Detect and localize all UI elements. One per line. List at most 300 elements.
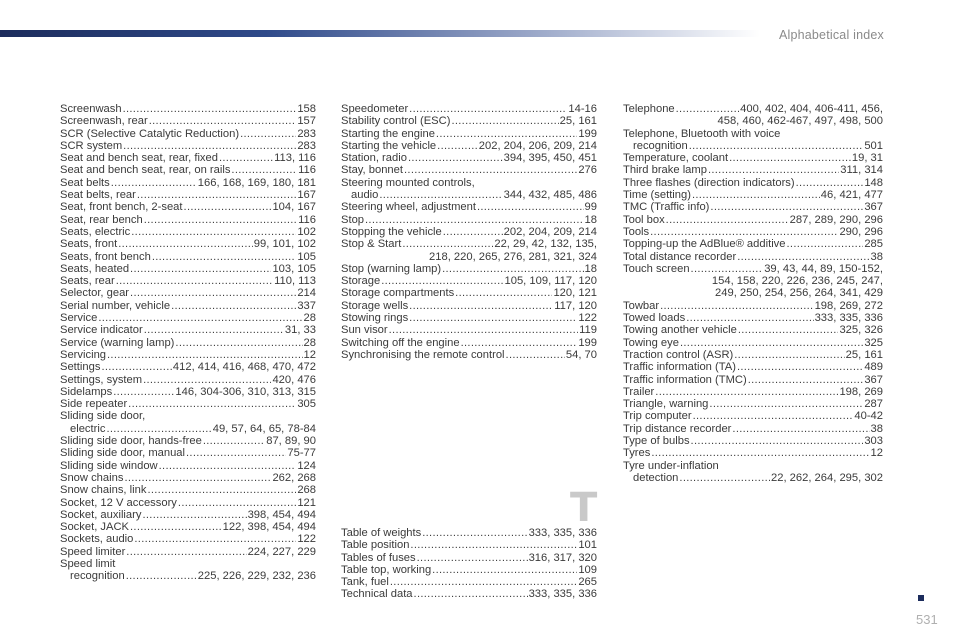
dot-leader bbox=[692, 189, 820, 201]
index-term: Sliding side door, manual bbox=[60, 447, 186, 460]
index-entry bbox=[623, 103, 883, 115]
index-entry bbox=[341, 115, 597, 127]
index-entry bbox=[60, 374, 316, 386]
index-term: Settings bbox=[60, 361, 101, 374]
page-refs: 119 bbox=[579, 324, 597, 337]
page-refs: 38 bbox=[870, 422, 883, 435]
page-refs: 398, 454, 494 bbox=[247, 508, 316, 521]
dot-leader bbox=[708, 164, 839, 176]
index-entry bbox=[60, 214, 316, 226]
index-term: Traction control (ASR) bbox=[623, 348, 734, 361]
dot-leader bbox=[437, 140, 478, 152]
index-entry bbox=[60, 275, 316, 287]
index-term: Tool box bbox=[623, 213, 665, 226]
index-term: Touch screen bbox=[623, 262, 690, 275]
index-term: Triangle, warning bbox=[623, 398, 709, 411]
index-entry bbox=[60, 312, 316, 324]
dot-leader bbox=[144, 324, 284, 336]
index-term: Stop (warning lamp) bbox=[341, 262, 442, 275]
index-entry bbox=[623, 300, 883, 312]
index-entry bbox=[60, 251, 316, 263]
dot-leader bbox=[477, 201, 584, 213]
dot-leader bbox=[409, 312, 577, 324]
dot-leader bbox=[389, 324, 579, 336]
index-term: Storage wells bbox=[341, 299, 409, 312]
dot-leader bbox=[126, 570, 197, 582]
page-refs: 12 bbox=[303, 348, 316, 361]
page-number: 531 bbox=[916, 612, 938, 627]
page-refs: 367 bbox=[864, 201, 883, 214]
dot-leader bbox=[149, 115, 297, 127]
dot-leader bbox=[143, 374, 271, 386]
index-term: Screenwash bbox=[60, 103, 122, 115]
dot-leader bbox=[147, 484, 296, 496]
dot-leader bbox=[404, 164, 577, 176]
page-refs: 22, 262, 264, 295, 302 bbox=[771, 471, 883, 484]
page-refs: 117, 120 bbox=[554, 299, 597, 312]
index-term: Table position bbox=[341, 539, 410, 552]
dot-leader bbox=[381, 275, 503, 287]
index-term: Table of weights bbox=[341, 527, 422, 539]
dot-leader bbox=[118, 238, 253, 250]
dot-leader bbox=[134, 533, 296, 545]
index-entry bbox=[60, 435, 316, 447]
page-refs: 87, 89, 90 bbox=[266, 435, 316, 448]
index-entry bbox=[60, 324, 316, 336]
dot-leader bbox=[738, 324, 839, 336]
dot-leader bbox=[737, 251, 869, 263]
dot-leader bbox=[203, 435, 265, 447]
index-term: Towing another vehicle bbox=[623, 324, 737, 337]
index-entry bbox=[341, 164, 597, 176]
dot-leader bbox=[660, 300, 813, 312]
index-term: Type of bulbs bbox=[623, 435, 690, 448]
index-entry bbox=[623, 324, 883, 336]
page-refs: 113, 116 bbox=[274, 152, 316, 165]
page-refs: 28 bbox=[303, 336, 316, 349]
index-term: Towed loads bbox=[623, 312, 686, 325]
index-entry bbox=[623, 472, 883, 484]
dot-leader bbox=[142, 509, 246, 521]
dot-leader bbox=[676, 103, 739, 115]
dot-leader bbox=[365, 214, 584, 226]
index-entry bbox=[623, 226, 883, 238]
index-entry bbox=[60, 497, 316, 509]
dot-leader bbox=[184, 201, 272, 213]
page-refs: 146, 304-306, 310, 313, 315 bbox=[175, 385, 316, 398]
page-refs: 225, 226, 229, 232, 236 bbox=[197, 570, 316, 583]
page-refs: 287, 289, 290, 296 bbox=[789, 213, 883, 226]
index-entry bbox=[60, 398, 316, 410]
index-term: Sliding side window bbox=[60, 459, 158, 472]
page-refs: 202, 204, 209, 214 bbox=[503, 225, 597, 238]
index-term: Stop & Start bbox=[341, 238, 402, 251]
index-term: TMC (Traffic info) bbox=[623, 201, 710, 214]
index-entry bbox=[341, 152, 597, 164]
index-entry bbox=[60, 152, 316, 164]
dot-leader bbox=[679, 472, 770, 484]
page-refs: 122 bbox=[297, 533, 316, 546]
dot-leader bbox=[693, 410, 854, 422]
dot-leader bbox=[410, 539, 577, 551]
page-refs: 283 bbox=[297, 139, 316, 152]
dot-leader bbox=[130, 521, 222, 533]
dot-leader bbox=[442, 263, 583, 275]
index-entry bbox=[60, 546, 316, 558]
dot-leader bbox=[686, 312, 813, 324]
dot-leader bbox=[651, 447, 869, 459]
page-refs: 54, 70 bbox=[565, 348, 597, 361]
index-entry-continuation: 458, 460, 462-467, 497, 498, 500 bbox=[717, 115, 883, 128]
index-entry-heading: Tyre under-inflation bbox=[623, 459, 719, 472]
dot-leader bbox=[689, 140, 864, 152]
header-gradient-bar bbox=[0, 30, 760, 37]
page-refs: 420, 476 bbox=[272, 373, 316, 386]
dot-leader bbox=[379, 189, 502, 201]
index-entry bbox=[623, 263, 883, 275]
dot-leader bbox=[402, 238, 493, 250]
index-entry bbox=[623, 201, 883, 213]
index-entry bbox=[60, 177, 316, 189]
index-term: Settings, system bbox=[60, 373, 143, 386]
dot-leader bbox=[443, 226, 503, 238]
index-entry-continuation: 154, 158, 220, 226, 236, 245, 247, bbox=[711, 275, 883, 288]
index-entry bbox=[341, 588, 597, 600]
page-refs: 46, 421, 477 bbox=[820, 189, 883, 202]
index-term: Tank, fuel bbox=[341, 576, 389, 589]
index-term: Tables of fuses bbox=[341, 551, 416, 564]
index-term: Seat, front bench, 2-seat bbox=[60, 201, 183, 214]
index-term: Seats, front bbox=[60, 238, 118, 251]
page-refs: 105 bbox=[297, 250, 316, 263]
index-entry bbox=[341, 189, 597, 201]
dot-leader bbox=[116, 275, 273, 287]
index-entry bbox=[60, 447, 316, 459]
index-entry bbox=[623, 398, 883, 410]
index-entry bbox=[623, 361, 883, 373]
index-term: Seats, electric bbox=[60, 225, 131, 238]
page-refs: 489 bbox=[864, 361, 883, 374]
dot-leader bbox=[186, 447, 286, 459]
index-term: Time (setting) bbox=[623, 189, 691, 202]
index-term: Steering wheel, adjustment bbox=[341, 201, 476, 214]
page-refs: 202, 204, 206, 209, 214 bbox=[478, 139, 597, 152]
page-refs: 290, 296 bbox=[839, 225, 883, 238]
index-term: Traffic information (TMC) bbox=[623, 373, 747, 386]
index-entry bbox=[341, 312, 597, 324]
page-refs: 333, 335, 336 bbox=[528, 588, 597, 601]
page-refs: 262, 268 bbox=[272, 471, 316, 484]
page-refs: 28 bbox=[303, 312, 316, 325]
index-entry bbox=[341, 140, 597, 152]
index-term: Seats, front bench bbox=[60, 250, 151, 263]
index-entry bbox=[60, 140, 316, 152]
page-refs: 40-42 bbox=[854, 410, 883, 423]
dot-leader bbox=[113, 386, 174, 398]
dot-leader bbox=[796, 177, 864, 189]
page-refs: 148 bbox=[864, 176, 883, 189]
dot-leader bbox=[128, 398, 296, 410]
dot-leader bbox=[655, 386, 838, 398]
index-term: Starting the vehicle bbox=[341, 139, 437, 152]
page-refs: 501 bbox=[864, 139, 883, 152]
index-entry bbox=[341, 564, 597, 576]
index-entry bbox=[623, 447, 883, 459]
dot-leader bbox=[748, 374, 864, 386]
index-entry bbox=[60, 238, 316, 250]
index-term: Socket, auxiliary bbox=[60, 508, 142, 521]
index-term: Service (warning lamp) bbox=[60, 336, 175, 349]
index-term: Seat and bench seat, rear, on rails bbox=[60, 164, 231, 177]
index-entry bbox=[341, 226, 597, 238]
page-refs: 14-16 bbox=[568, 103, 597, 115]
index-term: Trip computer bbox=[623, 410, 692, 423]
page-refs: 39, 43, 44, 89, 150-152, bbox=[764, 262, 883, 275]
index-entry-continuation: 249, 250, 254, 256, 264, 341, 429 bbox=[715, 287, 883, 300]
index-entry bbox=[341, 337, 597, 349]
page-refs: 224, 227, 229 bbox=[247, 545, 316, 558]
index-entry bbox=[341, 576, 597, 588]
index-term: Trailer bbox=[623, 385, 655, 398]
index-entry bbox=[341, 263, 597, 275]
page-refs: 116 bbox=[298, 164, 316, 177]
page-refs: 285 bbox=[864, 238, 883, 251]
page-refs: 316, 317, 320 bbox=[528, 551, 597, 564]
dot-leader bbox=[152, 251, 297, 263]
dot-leader bbox=[787, 238, 864, 250]
index-entry bbox=[623, 386, 883, 398]
index-term: Serial number, vehicle bbox=[60, 299, 171, 312]
index-entry bbox=[341, 214, 597, 226]
dot-leader bbox=[691, 435, 864, 447]
index-entry bbox=[60, 361, 316, 373]
index-column-2-t-section bbox=[341, 527, 597, 601]
page-refs: 38 bbox=[870, 250, 883, 263]
index-entry bbox=[623, 423, 883, 435]
dot-leader bbox=[98, 312, 302, 324]
page-refs: 344, 432, 485, 486 bbox=[503, 189, 597, 202]
dot-leader bbox=[126, 546, 246, 558]
index-term: Topping-up the AdBlue® additive bbox=[623, 238, 786, 251]
index-entry bbox=[623, 337, 883, 349]
index-term: Sun visor bbox=[341, 324, 388, 337]
index-term: Telephone bbox=[623, 103, 675, 115]
index-column-1 bbox=[60, 103, 316, 583]
index-term: Traffic information (TA) bbox=[623, 361, 736, 374]
index-term: Screenwash, rear bbox=[60, 115, 148, 128]
index-entry bbox=[623, 374, 883, 386]
dot-leader bbox=[680, 337, 863, 349]
dot-leader bbox=[408, 152, 503, 164]
index-entry bbox=[341, 275, 597, 287]
index-entry-heading: Sliding side door, bbox=[60, 410, 146, 423]
page-refs: 283 bbox=[297, 127, 316, 140]
page-refs: 167 bbox=[297, 189, 316, 202]
page-refs: 325 bbox=[864, 336, 883, 349]
index-entry bbox=[623, 312, 883, 324]
page-refs: 22, 29, 42, 132, 135, bbox=[494, 238, 597, 251]
page-refs: 198, 269, 272 bbox=[814, 299, 883, 312]
page-refs: 110, 113 bbox=[274, 275, 316, 288]
index-entry bbox=[341, 201, 597, 213]
index-term: Temperature, coolant bbox=[623, 152, 729, 165]
index-entry bbox=[60, 460, 316, 472]
page-refs: 199 bbox=[578, 127, 597, 140]
index-term: Seat and bench seat, rear, fixed bbox=[60, 152, 218, 165]
index-term: Side repeater bbox=[60, 398, 128, 411]
index-term: Table top, working bbox=[341, 563, 432, 576]
index-entry-heading: Steering mounted controls, bbox=[341, 176, 475, 189]
dot-leader bbox=[737, 361, 863, 373]
index-term: Sidelamps bbox=[60, 385, 113, 398]
index-term: recognition bbox=[70, 570, 125, 583]
index-term: Switching off the engine bbox=[341, 336, 460, 349]
page-refs: 122 bbox=[578, 312, 597, 325]
index-term: Snow chains bbox=[60, 471, 124, 484]
page-refs: 265 bbox=[578, 576, 597, 589]
index-term: recognition bbox=[633, 139, 688, 152]
dot-leader bbox=[729, 152, 851, 164]
page-refs: 120, 121 bbox=[553, 287, 597, 300]
index-entry bbox=[60, 189, 316, 201]
page-refs: 333, 335, 336 bbox=[528, 527, 597, 539]
page-refs: 25, 161 bbox=[559, 115, 597, 128]
dot-leader bbox=[422, 527, 527, 539]
dot-leader bbox=[506, 349, 565, 361]
dot-leader bbox=[436, 128, 577, 140]
index-entry bbox=[341, 324, 597, 336]
index-term: Socket, 12 V accessory bbox=[60, 496, 177, 509]
dot-leader bbox=[231, 164, 297, 176]
index-term: Stay, bonnet bbox=[341, 164, 403, 177]
page-marker-square bbox=[918, 595, 924, 601]
index-entry bbox=[60, 103, 316, 115]
dot-leader bbox=[137, 189, 296, 201]
page-refs: 124 bbox=[297, 459, 316, 472]
index-term: Stop bbox=[341, 213, 365, 226]
page-refs: 75-77 bbox=[287, 447, 316, 460]
dot-leader bbox=[111, 177, 197, 189]
dot-leader bbox=[409, 300, 553, 312]
index-entry bbox=[60, 300, 316, 312]
index-entry bbox=[623, 164, 883, 176]
index-entry bbox=[60, 484, 316, 496]
page-refs: 367 bbox=[864, 373, 883, 386]
index-term: Sliding side door, hands-free bbox=[60, 435, 202, 448]
index-entry bbox=[623, 410, 883, 422]
page-refs: 412, 414, 416, 468, 470, 472 bbox=[172, 361, 316, 374]
page-refs: 394, 395, 450, 451 bbox=[503, 152, 597, 165]
index-entry bbox=[60, 128, 316, 140]
index-entry bbox=[60, 349, 316, 361]
dot-leader bbox=[171, 300, 296, 312]
section-letter: T bbox=[570, 485, 598, 531]
page-refs: 116 bbox=[298, 213, 316, 226]
page-refs: 12 bbox=[870, 447, 883, 460]
index-term: electric bbox=[70, 422, 106, 435]
index-entry bbox=[623, 349, 883, 361]
page-refs: 101 bbox=[578, 539, 597, 552]
dot-leader bbox=[709, 398, 863, 410]
page-refs: 19, 31 bbox=[851, 152, 883, 165]
dot-leader bbox=[130, 263, 271, 275]
page-refs: 18 bbox=[584, 213, 597, 226]
dot-leader bbox=[691, 263, 764, 275]
index-entry bbox=[60, 423, 316, 435]
page-refs: 199 bbox=[578, 336, 597, 349]
dot-leader bbox=[130, 287, 296, 299]
index-term: Snow chains, link bbox=[60, 484, 147, 497]
index-term: Servicing bbox=[60, 348, 107, 361]
dot-leader bbox=[178, 497, 296, 509]
index-term: Sockets, audio bbox=[60, 533, 134, 546]
index-entry bbox=[623, 238, 883, 250]
page-refs: 105, 109, 117, 120 bbox=[504, 275, 597, 288]
index-entry bbox=[60, 201, 316, 213]
page-refs: 31, 33 bbox=[284, 324, 316, 337]
page-refs: 305 bbox=[297, 398, 316, 411]
index-term: Three flashes (direction indicators) bbox=[623, 176, 795, 189]
dot-leader bbox=[710, 201, 863, 213]
index-entry bbox=[60, 164, 316, 176]
index-term: Stopping the vehicle bbox=[341, 225, 442, 238]
dot-leader bbox=[175, 337, 302, 349]
index-entry bbox=[623, 214, 883, 226]
index-entry bbox=[623, 189, 883, 201]
index-term: Seat belts bbox=[60, 176, 110, 189]
dot-leader bbox=[123, 103, 297, 115]
page-title: Alphabetical index bbox=[778, 28, 884, 42]
page-refs: 198, 269 bbox=[839, 385, 883, 398]
page-refs: 109 bbox=[578, 563, 597, 576]
page-refs: 158 bbox=[297, 103, 316, 115]
dot-leader bbox=[106, 423, 211, 435]
index-term: Seat, rear bench bbox=[60, 213, 143, 226]
index-entry bbox=[341, 238, 597, 250]
page-refs: 214 bbox=[297, 287, 316, 300]
index-entry bbox=[60, 472, 316, 484]
index-term: Stability control (ESC) bbox=[341, 115, 451, 128]
page-refs: 25, 161 bbox=[845, 348, 883, 361]
dot-leader bbox=[390, 576, 577, 588]
index-entry bbox=[60, 570, 316, 582]
page-refs: 157 bbox=[297, 115, 316, 128]
index-entry-heading: Speed limit bbox=[60, 557, 116, 570]
page-refs: 121 bbox=[297, 496, 316, 509]
dot-leader bbox=[123, 140, 296, 152]
page-refs: 18 bbox=[584, 262, 597, 275]
index-entry bbox=[60, 386, 316, 398]
dot-leader bbox=[414, 588, 528, 600]
index-entry bbox=[60, 115, 316, 127]
index-entry bbox=[623, 251, 883, 263]
index-entry bbox=[341, 539, 597, 551]
dot-leader bbox=[417, 552, 528, 564]
index-entry bbox=[60, 226, 316, 238]
index-term: SCR system bbox=[60, 139, 123, 152]
index-term: Service bbox=[60, 312, 98, 325]
dot-leader bbox=[732, 423, 869, 435]
page-refs: 268 bbox=[297, 484, 316, 497]
dot-leader bbox=[101, 361, 171, 373]
index-term: Seats, heated bbox=[60, 262, 130, 275]
index-entry bbox=[341, 527, 597, 539]
index-term: Total distance recorder bbox=[623, 250, 737, 263]
index-term: Storage bbox=[341, 275, 381, 288]
index-entry bbox=[341, 287, 597, 299]
index-term: Towbar bbox=[623, 299, 660, 312]
page-refs: 287 bbox=[864, 398, 883, 411]
